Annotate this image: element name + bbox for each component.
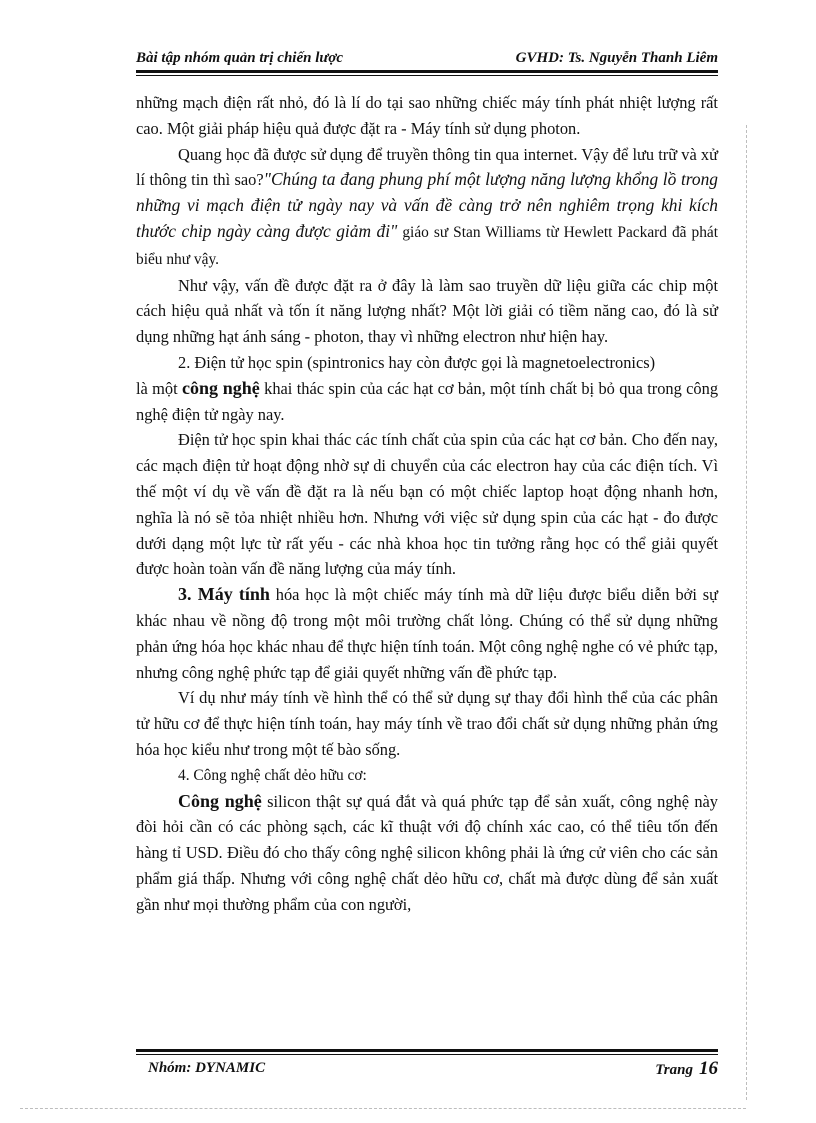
bold-term: công nghệ [182,377,260,398]
page-number: 16 [699,1058,718,1079]
paragraph-text: giáo sư Stan Williams từ Hewlett Packard đã phát biểu như vậy. [136,223,718,268]
header-rule-thin [136,75,718,76]
footer-rule-thin [136,1054,718,1055]
section-heading-spintronics: 2. Điện tử học spin (spintronics hay còn được gọi là magnetoelectronics) [178,352,656,372]
paragraph-text: là một [136,378,183,398]
section-heading-organic-plastics: 4. Công nghệ chất dẻo hữu cơ: [178,766,367,784]
paragraph [136,376,718,428]
quote-text: "Chúng ta đang phung phí một lượng năng lượng khổng lồ trong những vi mạch điện tử ngày nay và vấn đề càng trở nên nghiêm trọng khi kích thước chip ngày càng được giảm đi" [136,169,718,241]
page-header [136,48,718,70]
paragraph-text: khai thác spin của các hạt cơ bản, một tính chất bị bỏ qua trong công nghệ điện tử ngày nay. [136,378,719,424]
paragraph-text: silicon thật sự quá đắt và quá phức tạp để sản xuất, công nghệ này đòi hỏi cần có các phòng sạch, các kĩ thuật với độ chính xác cao, có thể tiêu tốn đến hàng tỉ USD. Điều đó cho thấy công nghệ silicon không phải là ứng cử viên cho các sản phẩm giá thấp. Nhưng với công nghệ chất dẻo hữu cơ, chất mà được dùng để sản xuất gần như mọi thường phẩm của con người, [136,791,718,914]
page-edge-right [746,125,747,1100]
paragraph: Điện tử học spin khai thác các tính chất của spin của các hạt cơ bản. Cho đến nay, các mạch điện tử hoạt động nhờ sự di chuyển của các electron hay của các điện tích. Vì thế một ví dụ về vấn đề đặt ra là nếu bạn có một chiếc laptop hoạt động nhanh hơn, nghĩa là nó sẽ tỏa nhiệt nhiều hơn. Nhưng với việc sử dụng spin của các hạt - đo được dưới dạng một lực từ rất yếu - các nhà khoa học tin tưởng rằng học có thể giải quyết được hoàn toàn vấn đề năng lượng của máy tính. [136,430,718,579]
page-body [136,90,718,918]
bold-term: Công nghệ [178,790,262,811]
footer-rule-thick [136,1049,718,1052]
page-footer [136,1056,718,1082]
paragraph-quote [136,142,718,273]
header-course-title: Bài tập nhóm quản trị chiến lược [136,50,344,66]
footer-group-name: Nhóm: DYNAMIC [148,1060,266,1076]
footer-page-number [655,1058,718,1080]
paragraph-text: Quang học đã được sử dụng để truyền thông tin qua internet. Vậy để lưu trữ và xử lí thông tin thì sao? [136,144,718,190]
paragraph-text: hóa học là một chiếc máy tính mà dữ liệu được biểu diễn bởi sự khác nhau về nồng độ trong một môi trường chất lỏng. Chúng có thể sử dụng những phản ứng hóa học khác nhau để thực hiện tính toán. Một công nghệ nghe có vẻ phức tạp, nhưng công nghệ phức tạp để giải quyết những vấn đề phức tạp. [136,585,718,682]
paragraph-chemical-computer [136,582,718,685]
header-instructor: GVHD: Ts. Nguyễn Thanh Liêm [515,50,718,66]
paragraph: Như vậy, vấn đề được đặt ra ở đây là làm sao truyền dữ liệu giữa các chip một cách hiệu quả nhất và tốn ít năng lượng nhất? Một lời giải có tiềm năng cao, đó là sử dụng những hạt ánh sáng - photon, thay vì những electron như hiện hay. [136,275,718,347]
paragraph: Ví dụ như máy tính về hình thể có thể sử dụng sự thay đổi hình thể của các phân tử hữu cơ để thực hiện tính toán, hay máy tính về trao đổi chất sử dụng những phản ứng hóa học kiểu như trong một tế bào sống. [136,688,718,759]
page-label: Trang [655,1062,693,1078]
bold-term: 3. Máy tính [178,584,270,605]
paragraph [136,789,718,918]
paragraph-continued: những mạch điện rất nhỏ, đó là lí do tại sao những chiếc máy tính phát nhiệt lượng rất cao. Một giải pháp hiệu quả được đặt ra - Máy tính sử dụng photon. [136,93,718,138]
page-edge-bottom [20,1108,746,1109]
header-rule-thick [136,70,718,73]
